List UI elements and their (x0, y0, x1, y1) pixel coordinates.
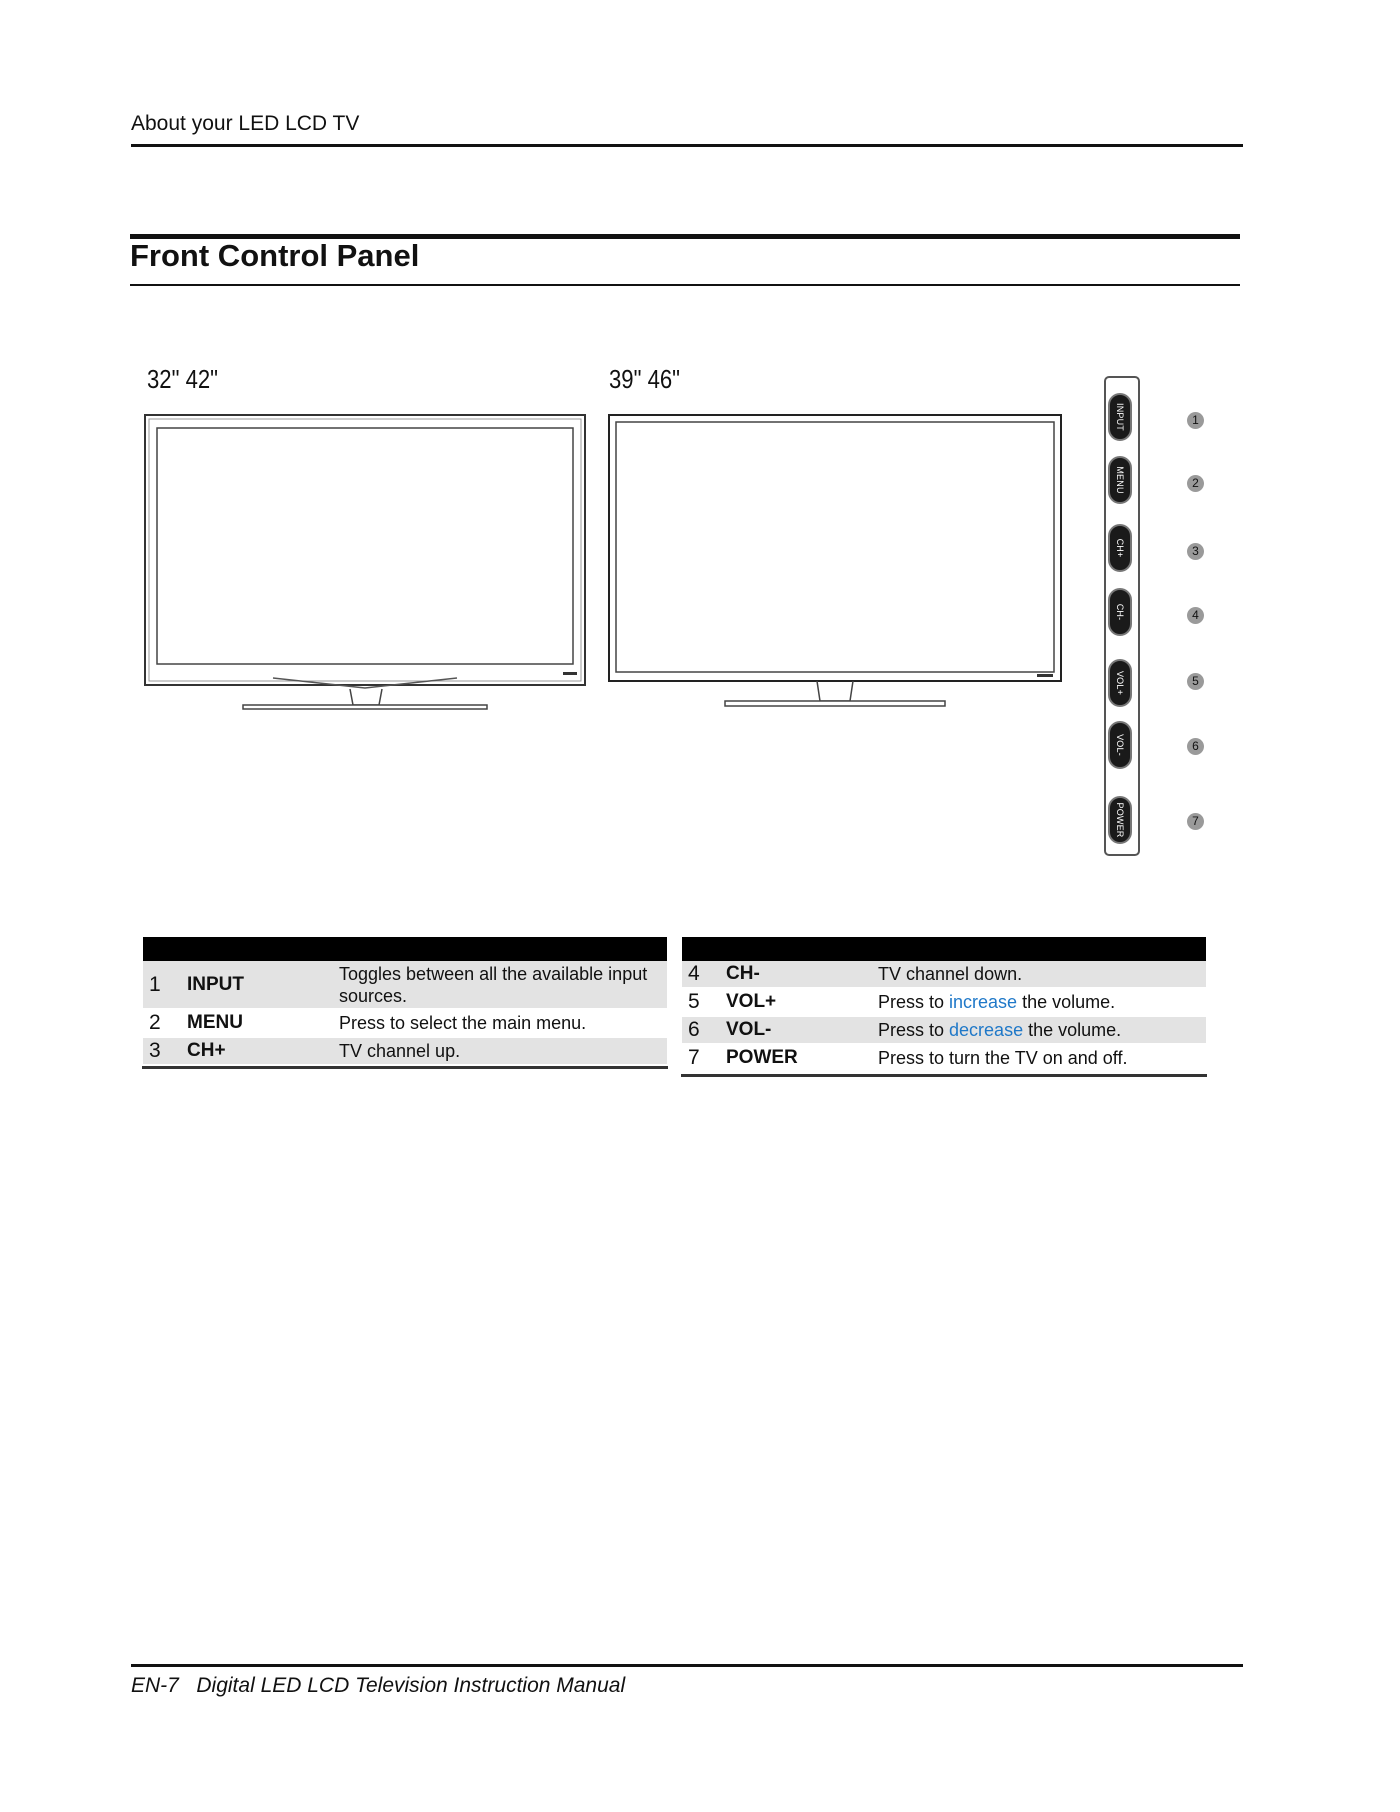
input-button-label: INPUT (1115, 403, 1125, 431)
table-row (682, 1044, 1206, 1072)
tv-small-illustration (143, 413, 587, 713)
row-key: INPUT (181, 961, 333, 1009)
row-description: Press to select the main menu. (333, 1009, 667, 1037)
table-row (682, 1016, 1206, 1044)
row-description: TV channel down. (872, 961, 1206, 988)
desc-text: the volume. (1017, 992, 1116, 1012)
desc-text: the volume. (1023, 1020, 1122, 1040)
section-bottom-rule (130, 284, 1240, 286)
row-key: MENU (181, 1009, 333, 1037)
footer-page-number: EN-7 (131, 1674, 179, 1697)
desc-highlight: decrease (949, 1020, 1024, 1040)
row-number: 7 (682, 1044, 720, 1072)
volume-down-button-label: VOL- (1115, 734, 1125, 756)
row-number: 2 (143, 1009, 181, 1037)
menu-button-label: MENU (1115, 466, 1125, 494)
desc-text: Press to (878, 992, 950, 1012)
row-number: 5 (682, 988, 720, 1016)
tv-large-illustration (607, 413, 1063, 713)
table-row (143, 961, 667, 1009)
volume-up-button-label: VOL+ (1115, 670, 1125, 696)
table-right-bottom-rule (681, 1074, 1207, 1077)
callout-5: 5 (1187, 673, 1204, 690)
row-description (872, 1016, 1206, 1044)
table-row (682, 988, 1206, 1016)
footer-rule (131, 1664, 1243, 1667)
table-row (143, 1037, 667, 1065)
row-description (872, 988, 1206, 1016)
row-number: 3 (143, 1037, 181, 1065)
callout-3: 3 (1187, 543, 1204, 560)
row-number: 6 (682, 1016, 720, 1044)
desc-text: Press to (878, 1020, 950, 1040)
table-left-bottom-rule (142, 1066, 668, 1069)
table-row (143, 1009, 667, 1037)
volume-down-button[interactable] (1108, 721, 1132, 769)
row-description: TV channel up. (333, 1037, 667, 1065)
callout-6: 6 (1187, 738, 1204, 755)
row-key: CH+ (181, 1037, 333, 1065)
callout-7: 7 (1187, 813, 1204, 830)
row-description: Toggles between all the available input sources. (333, 961, 667, 1009)
page-header: About your LED LCD TV (131, 112, 360, 135)
callout-2: 2 (1187, 475, 1204, 492)
footer-title: Digital LED LCD Television Instruction Manual (196, 1674, 626, 1697)
table-header-row (682, 937, 1206, 961)
callout-4: 4 (1187, 607, 1204, 624)
channel-up-button[interactable] (1108, 524, 1132, 572)
tv-large-label: 39" 46" (609, 364, 681, 394)
page-footer (131, 1674, 625, 1698)
channel-down-button[interactable] (1108, 588, 1132, 636)
row-key: VOL+ (720, 988, 872, 1016)
row-number: 4 (682, 961, 720, 988)
table-header-row (143, 937, 667, 961)
input-button[interactable] (1108, 393, 1132, 441)
row-number: 1 (143, 961, 181, 1009)
row-key: CH- (720, 961, 872, 988)
channel-down-button-label: CH- (1115, 603, 1125, 621)
menu-button[interactable] (1108, 456, 1132, 504)
tv-small-label: 32" 42" (147, 364, 219, 394)
row-key: POWER (720, 1044, 872, 1072)
controls-table-left (143, 937, 667, 1066)
header-rule (131, 144, 1243, 147)
controls-table-right (682, 937, 1206, 1073)
volume-up-button[interactable] (1108, 659, 1132, 707)
table-row (682, 961, 1206, 988)
power-button[interactable] (1108, 796, 1132, 844)
section-title: Front Control Panel (130, 238, 420, 273)
callout-1: 1 (1187, 412, 1204, 429)
row-key: VOL- (720, 1016, 872, 1044)
row-description: Press to turn the TV on and off. (872, 1044, 1206, 1072)
channel-up-button-label: CH+ (1115, 538, 1125, 558)
power-button-label: POWER (1115, 802, 1125, 838)
desc-highlight: increase (949, 992, 1018, 1012)
